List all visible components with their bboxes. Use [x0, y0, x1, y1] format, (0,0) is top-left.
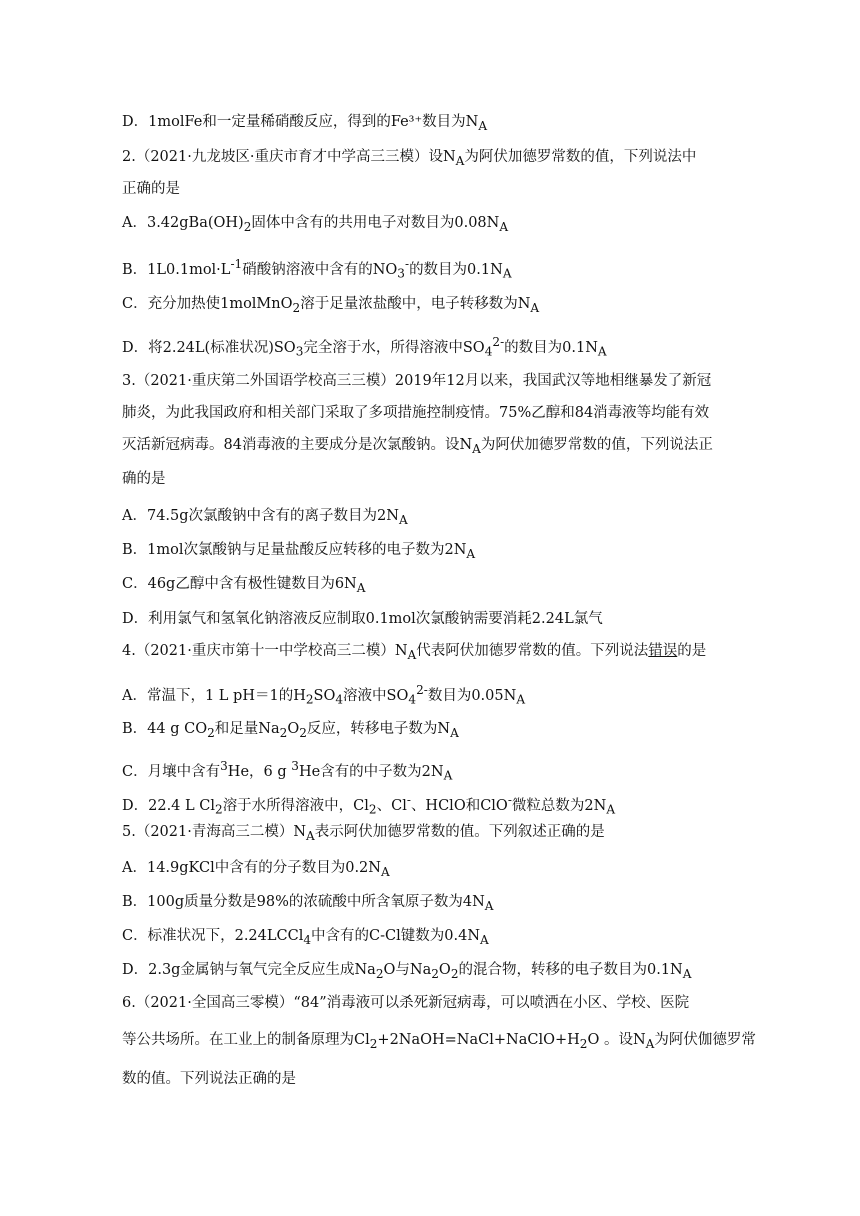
option-a: A．$3.42gBa(OH)_2$固体中含有的共用电子对数目为$0.08N_A$	[122, 215, 509, 234]
question-6-stem-cont: 数的值。下列说法正确的是	[122, 1071, 296, 1087]
option-c: C．46g乙醇中含有极性键数目为$6N_A$	[122, 576, 366, 595]
text-line: D．1molFe和一定量稀硝酸反应，得到的Fe³⁺数目为$N_A$	[122, 114, 488, 133]
option-b: B．$1L0.1mol\cdot L^{-1}$硝酸钠溶液中含有的$NO_3^-$的数目为$0.1N_A$	[122, 257, 512, 281]
option-a: A．74.5g次氯酸钠中含有的离子数目为$2N_A$	[122, 508, 408, 527]
question-5-stem: 5.（2021·青海高三二模）$N_A$表示阿伏加德罗常数的值。下列叙述正确的是	[122, 824, 605, 843]
option-c: C．月壤中含有$^3$He，6 g $^3$He含有的中子数为$2N_A$	[122, 759, 453, 783]
question-3-stem-cont: 灭活新冠病毒。84消毒液的主要成分是次氯酸钠。设$N_A$为阿伏加德罗常数的值，下列说法正	[122, 437, 713, 456]
option-c: C．充分加热使1molMnO$_2$溶于足量浓盐酸中，电子转移数为$N_A$	[122, 296, 540, 315]
question-6-stem: 6.（2021·全国高三零模）“84”消毒液可以杀死新冠病毒，可以喷洒在小区、学校、医院	[122, 995, 690, 1011]
option-a: A．14.9gKCl中含有的分子数目为$0.2N_A$	[122, 860, 390, 879]
option-b: B．1mol次氯酸钠与足量盐酸反应转移的电子数为$2N_A$	[122, 542, 476, 561]
question-4-stem: 4.（2021·重庆市第十一中学校高三二模）$N_A$代表阿伏加德罗常数的值。下列说法错误的是	[122, 643, 707, 662]
option-d: D．22.4 L $Cl_2$溶于水所得溶液中，$Cl_2$、Cl-、HClO和ClO-微粒总数为$2N_A$	[122, 793, 616, 817]
question-2-stem-cont: 正确的是	[122, 181, 180, 197]
question-3-stem: 3.（2021·重庆第二外国语学校高三三模）2019年12月以来，我国武汉等地相继暴发了新冠	[122, 373, 712, 389]
question-6-stem-cont: 等公共场所。在工业上的制备原理为$Cl_2+2NaOH=NaCl+NaClO+H_2O$ 。设$N_A$为阿伏伽德罗常	[122, 1032, 756, 1051]
question-3-stem-cont: 确的是	[122, 471, 166, 487]
option-b: B．100g质量分数是98%的浓硫酸中所含氧原子数为$4N_A$	[122, 894, 494, 913]
question-3-stem-cont: 肺炎，为此我国政府和相关部门采取了多项措施控制疫情。75%乙醇和84消毒液等均能有效	[122, 405, 710, 421]
option-b: B．44 g $CO_2$和足量$Na_2O_2$反应，转移电子数为$N_A$	[122, 721, 459, 740]
option-d: D．利用氯气和氢氧化钠溶液反应制取0.1mol次氯酸钠需要消耗2.24L氯气	[122, 611, 603, 627]
question-2-stem: 2.（2021·九龙坡区·重庆市育才中学高三三模）设$N_A$为阿伏加德罗常数的值，下列说法中	[122, 149, 697, 168]
option-c: C．标准状况下，2.24LCCl$_4$中含有的C-Cl键数为$0.4N_A$	[122, 928, 489, 947]
option-d: D．2.3g金属钠与氧气完全反应生成$Na_2O$与$Na_2O_2$的混合物，转移的电子数目为$0.1N_A$	[122, 962, 692, 981]
option-d: D．将2.24L(标准状况)$SO_3$完全溶于水，所得溶液中$SO_4^{2-}$的数目为$0.1N_A$	[122, 335, 607, 359]
option-a: A．常温下，1 L pH＝1的$H_2SO_4$溶液中$SO_4^{2-}$数目为$0.05N_A$	[122, 683, 526, 707]
